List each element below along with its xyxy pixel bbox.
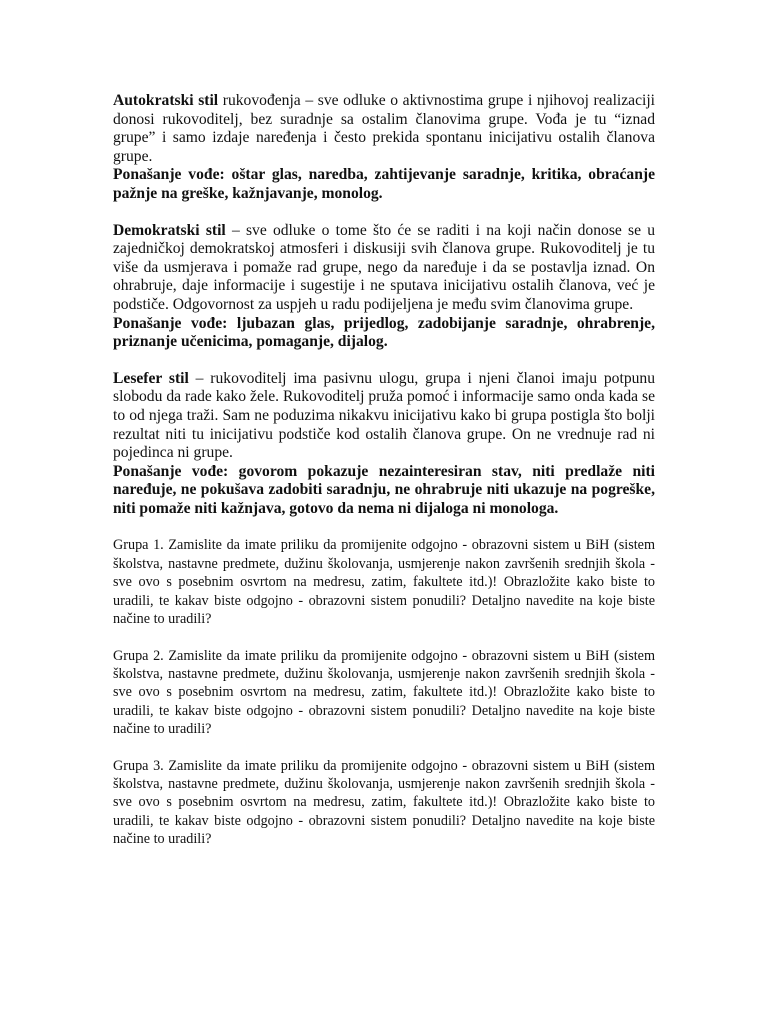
democratic-style-section	[113, 222, 655, 352]
group-task-2	[113, 647, 655, 739]
laissez-faire-style-section	[113, 370, 655, 519]
group-tasks	[113, 536, 655, 848]
group-task-text: Grupa 2. Zamislite da imate priliku da promijenite odgojno - obrazovni sistem u BiH (sistem školstva, nastavne predmete, dužinu školovanja, usmjerenje nakon završenih srednjih škola - sve ovo s posebnim osvrtom na medresu, zatim, fakultete itd.)! Obrazložite kako biste to uradili, te kakav biste odgojno - obrazovni sistem ponudili? Detaljno navedite na koje biste načine to uradili?	[113, 647, 655, 738]
autocratic-style-description: rukovođenja – sve odluke o aktivnostima grupe i njihovoj realizaciji donosi rukovoditelj, bez suradnje sa ostalim članovima grupe. Vođa je tu “iznad grupe” i samo izdaje naređenja i često prekida spontanu inicijativu ostalih članova grupe.	[113, 92, 656, 165]
group-task-text: Grupa 1. Zamislite da imate priliku da promijenite odgojno - obrazovni sistem u BiH (sistem školstva, nastavne predmete, dužinu školovanja, usmjerenje nakon završenih srednjih škola - sve ovo s posebnim osvrtom na medresu, zatim, fakultete itd.)! Obrazložite kako biste to uradili, te kakav biste odgojno - obrazovni sistem ponudili? Detaljno navedite na koje biste načine to uradili?	[113, 537, 655, 628]
document-page	[113, 92, 655, 867]
laissez-faire-style-description: – rukovoditelj ima pasivnu ulogu, grupa i njeni članoi imaju potpunu slobodu da rade kako žele. Rukovoditelj pruža pomoć i informacije samo onda kada se to od njega traži. Sam ne poduzima nikakvu inicijativu kako bi grupa postigla što bolji rezultat niti tu inicijativu podstiče kod ostalih članova grupe. On ne vrednuje rad ni pojedinca ni grupe.	[113, 369, 656, 462]
democratic-style-description: – sve odluke o tome što će se raditi i na koji način donose se u zajedničkoj demokratskoj atmosferi i diskusiji svih članova grupe. Rukovoditelj je tu više da usmjerava i pomaže rad grupe, nego da naređuje i da se postavlja iznad. On ohrabruje, daje informacije i sugestije i ne sputava inicijativu ostalih članova, već je podstiče. Odgovornost za uspjeh u radu podijeljena je među svim članovima grupe.	[113, 221, 656, 313]
autocratic-style-paragraph	[113, 92, 655, 166]
democratic-style-paragraph	[113, 222, 655, 315]
autocratic-style-section	[113, 92, 655, 204]
autocratic-leader-behavior: Ponašanje vođe: oštar glas, naredba, zahtijevanje saradnje, kritika, obraćanje pažnje na greške, kažnjavanje, monolog.	[113, 166, 655, 202]
group-task-1	[113, 536, 655, 628]
laissez-faire-style-term: Lesefer stil	[113, 369, 189, 387]
laissez-faire-leader-behavior: Ponašanje vođe: govorom pokazuje nezainteresiran stav, niti predlaže niti naređuje, ne pokušava zadobiti saradnju, ne ohrabruje niti ukazuje na pogreške, niti pomaže niti kažnjava, gotovo da nema ni dijaloga ni monologa.	[113, 462, 655, 517]
autocratic-style-term: Autokratski stil	[113, 92, 219, 109]
group-task-text: Grupa 3. Zamislite da imate priliku da promijenite odgojno - obrazovni sistem u BiH (sistem školstva, nastavne predmete, dužinu školovanja, usmjerenje nakon završenih srednjih škola - sve ovo s posebnim osvrtom na medresu, zatim, fakultete itd.)! Obrazložite kako biste to uradili, te kakav biste odgojno - obrazovni sistem ponudili? Detaljno navedite na koje biste načine to uradili?	[113, 757, 655, 848]
laissez-faire-style-paragraph	[113, 370, 655, 463]
group-task-3	[113, 757, 655, 849]
democratic-leader-behavior: Ponašanje vođe: ljubazan glas, prijedlog, zadobijanje saradnje, ohrabrenje, priznanje učenicima, pomaganje, dijalog.	[113, 314, 655, 351]
democratic-style-term: Demokratski stil	[113, 221, 226, 239]
